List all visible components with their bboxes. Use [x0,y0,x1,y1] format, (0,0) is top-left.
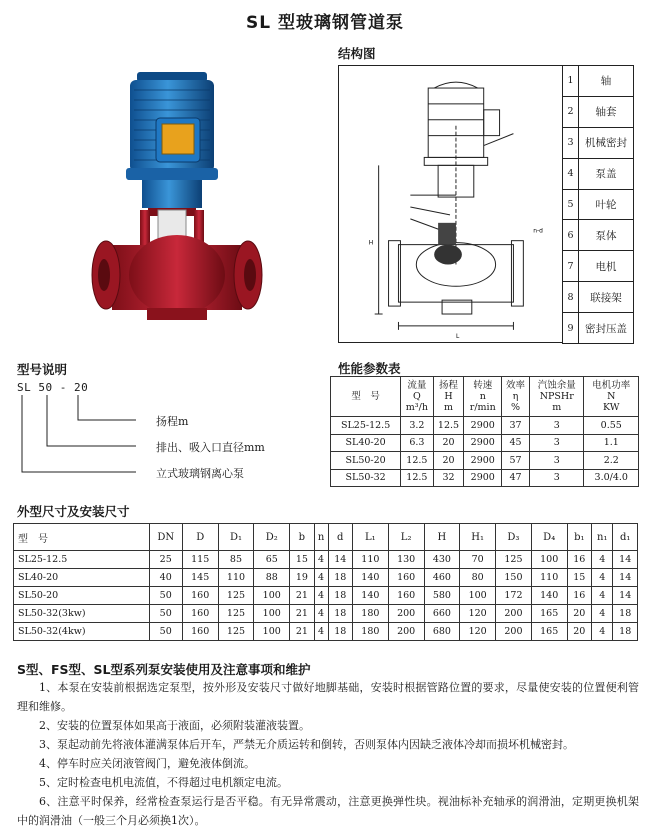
dimensions-cell: 200 [496,605,532,623]
dimensions-cell: 4 [314,569,328,587]
performance-header: 电机功率 N KW [584,377,639,417]
dimensions-cell: 20 [567,623,591,641]
dimensions-cell: 70 [460,551,496,569]
dimensions-cell: SL40-20 [14,569,150,587]
dimensions-cell: 180 [352,623,388,641]
performance-cell: 32 [433,469,464,487]
dimensions-cell: 18 [328,623,352,641]
pump-photo [92,60,262,325]
dimensions-cell: 180 [352,605,388,623]
dimensions-header: H₁ [460,524,496,551]
dimensions-header: n₁ [592,524,613,551]
dimensions-cell: 18 [328,569,352,587]
dimensions-cell: 40 [149,569,182,587]
diagram-label-h: H [368,239,374,247]
part-name: 密封压盖 [579,313,634,344]
model-code: SL 50 - 20 [17,381,89,394]
dimensions-row [14,569,638,587]
part-name: 泵体 [579,220,634,251]
dimensions-header: L₁ [352,524,388,551]
dimensions-cell: 4 [314,551,328,569]
dimensions-cell: 160 [182,623,218,641]
performance-cell: 3.2 [401,417,433,435]
performance-header: 扬程 H m [433,377,464,417]
dimensions-cell: 580 [424,587,460,605]
part-row [563,220,634,251]
performance-cell: SL25-12.5 [331,417,401,435]
dimensions-cell: 100 [254,623,290,641]
dimensions-cell: 21 [290,587,314,605]
dimensions-cell: 80 [460,569,496,587]
performance-cell: 0.55 [584,417,639,435]
performance-cell: 37 [502,417,530,435]
dimensions-cell: 14 [613,569,638,587]
dimensions-cell: 18 [328,605,352,623]
performance-cell: 12.5 [433,417,464,435]
performance-cell: 45 [502,434,530,452]
notes-heading: S型、FS型、SL型系列泵安装使用及注意事项和维护 [17,662,311,677]
part-number: 6 [563,220,579,251]
part-number: 3 [563,127,579,158]
dimensions-cell: 25 [149,551,182,569]
performance-cell: 20 [433,434,464,452]
part-number: 2 [563,96,579,127]
part-name: 联接架 [579,282,634,313]
dimensions-cell: 4 [592,605,613,623]
page-title: SL 型玻璃钢管道泵 [246,13,404,33]
note-item: 6、注意平时保养，经常检查泵运行是否平稳。有无异常震动，注意更换弹性块。视油标补充轴承的润滑油，定期更换机架中的润滑油（一般三个月必须换1次）。 [17,795,639,827]
note-item: 3、泵起动前先将液体灌满泵体后开车，严禁无介质运转和倒转，否则泵体内因缺乏液体冷却而损坏机械密封。 [39,738,574,751]
dimensions-header: D₂ [254,524,290,551]
dimensions-cell: 4 [592,623,613,641]
dimensions-cell: 120 [460,623,496,641]
performance-heading: 性能参数表 [338,361,401,376]
dimensions-cell: 19 [290,569,314,587]
dimensions-cell: 140 [352,569,388,587]
dimensions-heading: 外型尺寸及安装尺寸 [17,504,130,519]
dimensions-cell: 16 [567,551,591,569]
dimensions-header: D₁ [218,524,254,551]
part-row [563,251,634,282]
part-number: 5 [563,189,579,220]
dimensions-cell: 50 [149,587,182,605]
dimensions-cell: 18 [613,605,638,623]
performance-row [331,417,639,435]
dimensions-cell: 65 [254,551,290,569]
performance-cell: 3 [530,452,584,470]
dimensions-cell: 140 [352,587,388,605]
performance-header: 型 号 [331,377,401,417]
dimensions-header: D₄ [531,524,567,551]
part-name: 叶轮 [579,189,634,220]
dimensions-cell: 160 [388,587,424,605]
part-number: 8 [563,282,579,313]
parts-table [562,65,634,344]
dimensions-cell: 150 [496,569,532,587]
performance-header: 转速 n r/min [464,377,502,417]
dimensions-cell: 14 [613,587,638,605]
dimensions-cell: 16 [567,587,591,605]
dimensions-cell: 50 [149,623,182,641]
part-row [563,282,634,313]
dimensions-cell: 4 [314,587,328,605]
part-row [563,189,634,220]
dimensions-table [13,523,638,641]
performance-header: 效率 η % [502,377,530,417]
dimensions-cell: 100 [254,605,290,623]
note-item: 5、定时检查电机电流值，不得超过电机额定电流。 [39,776,288,789]
performance-table [330,376,639,487]
dimensions-row [14,605,638,623]
dimensions-cell: 160 [182,587,218,605]
dimensions-cell: 100 [460,587,496,605]
dimensions-cell: 165 [531,605,567,623]
part-row [563,96,634,127]
dimensions-header: b [290,524,314,551]
dimensions-cell: 50 [149,605,182,623]
dimensions-cell: 4 [314,623,328,641]
dimensions-header: DN [149,524,182,551]
performance-cell: 47 [502,469,530,487]
dimensions-cell: 200 [388,605,424,623]
performance-row [331,469,639,487]
dimensions-cell: 21 [290,623,314,641]
notes-list [17,678,639,830]
dimensions-cell: 100 [531,551,567,569]
dimensions-cell: 85 [218,551,254,569]
dimensions-cell: 120 [460,605,496,623]
dimensions-cell: 15 [567,569,591,587]
dimensions-cell: 110 [218,569,254,587]
performance-cell: 2900 [464,434,502,452]
part-number: 7 [563,251,579,282]
dimensions-cell: 125 [496,551,532,569]
dimensions-cell: 115 [182,551,218,569]
performance-cell: 3.0/4.0 [584,469,639,487]
part-number: 9 [563,313,579,344]
note-item: 1、本泵在安装前根据选定泵型，按外形及安装尺寸做好地脚基础，安装时根据管路位置的要求，尽量使安装的位置便利管理和维修。 [17,681,639,713]
part-name: 机械密封 [579,127,634,158]
structure-heading: 结构图 [338,46,376,61]
performance-row [331,452,639,470]
performance-cell: 12.5 [401,452,433,470]
dimensions-cell: 4 [592,569,613,587]
performance-cell: 2900 [464,417,502,435]
dimensions-cell: SL50-32(3kw) [14,605,150,623]
part-name: 轴 [579,66,634,97]
dimensions-cell: 4 [592,551,613,569]
performance-cell: 2900 [464,469,502,487]
dimensions-header: b₁ [567,524,591,551]
dimensions-row [14,623,638,641]
dimensions-cell: 100 [254,587,290,605]
dimensions-row [14,587,638,605]
dimensions-cell: 14 [328,551,352,569]
model-heading: 型号说明 [17,362,68,377]
dimensions-cell: 110 [352,551,388,569]
diagram-label-l: L [455,332,460,340]
dimensions-cell: 130 [388,551,424,569]
performance-cell: SL50-32 [331,469,401,487]
dimensions-cell: 160 [388,569,424,587]
dimensions-cell: SL25-12.5 [14,551,150,569]
diagram-label-n: n-d [533,227,543,235]
dimensions-cell: SL50-32(4kw) [14,623,150,641]
dimensions-cell: 200 [388,623,424,641]
dimensions-cell: 18 [328,587,352,605]
performance-header: 汽蚀余量 NPSHr m [530,377,584,417]
dimensions-cell: 140 [531,587,567,605]
dimensions-cell: 21 [290,605,314,623]
dimensions-cell: 165 [531,623,567,641]
performance-header: 流量 Q m³/h [401,377,433,417]
note-item: 4、停车时应关闭液管阀门，避免液体倒流。 [39,757,255,770]
performance-cell: 12.5 [401,469,433,487]
dimensions-cell: 18 [613,623,638,641]
dimensions-cell: 200 [496,623,532,641]
dimensions-cell: 4 [592,587,613,605]
performance-cell: SL40-20 [331,434,401,452]
performance-cell: 6.3 [401,434,433,452]
dimensions-row [14,551,638,569]
performance-row [331,434,639,452]
dimensions-cell: 125 [218,623,254,641]
performance-cell: 3 [530,417,584,435]
performance-cell: 20 [433,452,464,470]
model-item-head: 扬程m [156,415,189,428]
dimensions-header: L₂ [388,524,424,551]
performance-cell: 57 [502,452,530,470]
performance-cell: SL50-20 [331,452,401,470]
performance-cell: 3 [530,469,584,487]
dimensions-cell: 430 [424,551,460,569]
part-number: 1 [563,66,579,97]
structure-diagram [338,65,563,343]
dimensions-cell: SL50-20 [14,587,150,605]
part-name: 轴套 [579,96,634,127]
dimensions-cell: 4 [314,605,328,623]
part-number: 4 [563,158,579,189]
dimensions-cell: 110 [531,569,567,587]
part-row [563,66,634,97]
part-name: 泵盖 [579,158,634,189]
dimensions-cell: 20 [567,605,591,623]
dimensions-cell: 14 [613,551,638,569]
dimensions-cell: 15 [290,551,314,569]
part-row [563,127,634,158]
model-item-type: 立式玻璃钢离心泵 [156,467,244,480]
performance-cell: 2.2 [584,452,639,470]
dimensions-header: d₁ [613,524,638,551]
performance-cell: 3 [530,434,584,452]
dimensions-cell: 160 [182,605,218,623]
dimensions-header: 型 号 [14,524,150,551]
dimensions-cell: 460 [424,569,460,587]
dimensions-cell: 660 [424,605,460,623]
model-item-diameter: 排出、吸入口直径mm [156,441,265,454]
dimensions-header: n [314,524,328,551]
part-row [563,313,634,344]
dimensions-cell: 125 [218,605,254,623]
dimensions-header: D₃ [496,524,532,551]
dimensions-cell: 172 [496,587,532,605]
dimensions-cell: 680 [424,623,460,641]
dimensions-header: D [182,524,218,551]
dimensions-header: H [424,524,460,551]
part-name: 电机 [579,251,634,282]
dimensions-cell: 125 [218,587,254,605]
dimensions-cell: 145 [182,569,218,587]
dimensions-cell: 88 [254,569,290,587]
part-row [563,158,634,189]
note-item: 2、安装的位置泵体如果高于液面，必须附装灌液装置。 [39,719,310,732]
dimensions-header: d [328,524,352,551]
performance-cell: 2900 [464,452,502,470]
performance-cell: 1.1 [584,434,639,452]
